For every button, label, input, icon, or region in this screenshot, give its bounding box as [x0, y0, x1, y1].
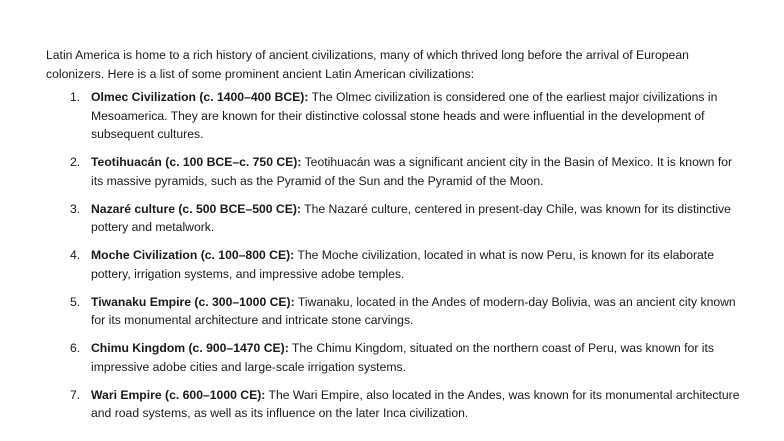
document-page	[46, 46, 746, 432]
item-term: Tiwanaku Empire (c. 300–1000 CE):	[91, 294, 295, 309]
item-term: Chimu Kingdom (c. 900–1470 CE):	[91, 341, 289, 355]
item-term: Moche Civilization (c. 100–800 CE):	[91, 248, 295, 262]
item-description: The Olmec civilization is considered one of the earliest major civilizations in Mesoamerica. They are known for their distinctive colossal stone heads and were influential in the development of subsequent cultures.	[91, 90, 718, 141]
item-number: 7.	[70, 387, 81, 402]
item-description: The Chimu Kingdom, situated on the northern coast of Peru, was known for its impressive adobe cities and large-scale irrigation systems.	[91, 341, 714, 374]
item-description: The Moche civilization, located in what is now Peru, is known for its elaborate pottery, irrigation systems, and impressive adobe temples.	[91, 248, 714, 281]
item-number: 6.	[70, 341, 81, 355]
list-item	[46, 339, 746, 376]
item-term: Olmec Civilization (c. 1400–400 BCE):	[91, 90, 309, 104]
list-item	[46, 153, 746, 190]
list-item	[46, 88, 746, 144]
item-description: The Nazaré culture, centered in present-day Chile, was known for its distinctive pottery and metalwork.	[91, 201, 731, 234]
list-item	[46, 246, 746, 283]
item-number: 3.	[70, 201, 81, 216]
intro-paragraph: Latin America is home to a rich history of ancient civilizations, many of which thrived long before the arrival of European colonizers. Here is a list of some prominent ancient Latin American civilizations:	[46, 48, 689, 81]
item-number: 5.	[70, 294, 81, 309]
item-number: 2.	[70, 155, 81, 169]
list-item	[46, 293, 746, 330]
list-item	[46, 386, 746, 423]
item-description: Tiwanaku, located in the Andes of modern-day Bolivia, was an ancient city known for its monumental architecture and intricate stone carvings.	[91, 294, 736, 327]
civilization-list	[46, 88, 746, 423]
item-number: 4.	[70, 248, 81, 262]
item-number: 1.	[70, 90, 81, 104]
item-description: The Wari Empire, also located in the Andes, was known for its monumental architecture and road systems, as well as its influence on the later Inca civilization.	[91, 387, 740, 420]
item-term: Wari Empire (c. 600–1000 CE):	[91, 387, 266, 402]
item-description: Teotihuacán was a significant ancient city in the Basin of Mexico. It is known for its massive pyramids, such as the Pyramid of the Sun and the Pyramid of the Moon.	[91, 155, 733, 188]
list-item	[46, 200, 746, 237]
item-term: Teotihuacán (c. 100 BCE–c. 750 CE):	[91, 155, 302, 169]
item-term: Nazaré culture (c. 500 BCE–500 CE):	[91, 201, 301, 216]
